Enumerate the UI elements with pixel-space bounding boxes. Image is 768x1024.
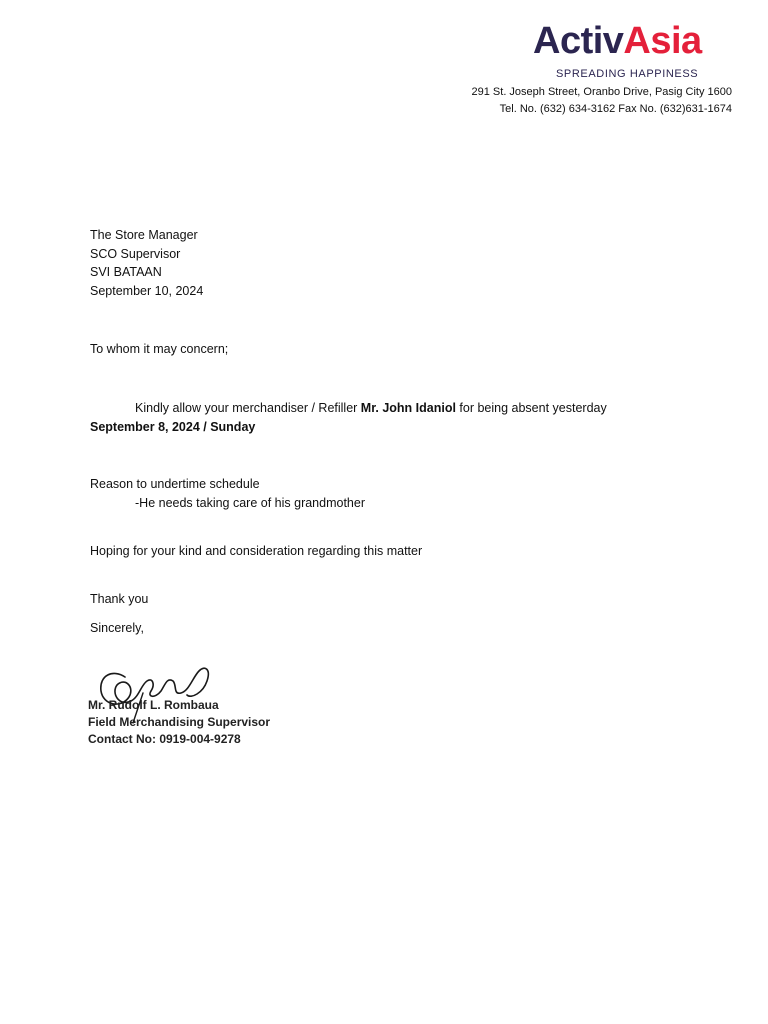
company-phones: Tel. No. (632) 634-3162 Fax No. (632)631-1674 (499, 103, 732, 115)
salutation: To whom it may concern; (90, 342, 229, 356)
closing-request: Hoping for your kind and consideration regarding this matter (90, 544, 423, 558)
company-logo (533, 18, 702, 64)
recipient-line-1: The Store Manager (90, 228, 198, 242)
signatory-title: Field Merchandising Supervisor (88, 715, 271, 729)
logo-text-activ: Activ (533, 20, 624, 62)
letter-date: September 10, 2024 (90, 284, 204, 298)
recipient-line-2: SCO Supervisor (90, 247, 181, 261)
employee-name: Mr. John Idaniol (360, 401, 456, 415)
signatory-contact: Contact No: 0919-004-9278 (88, 732, 241, 746)
body-paragraph-start: Kindly allow your merchandiser / Refiller (135, 401, 361, 415)
sign-off: Sincerely, (90, 621, 144, 635)
logo-text-asia: Asia (623, 20, 702, 62)
reason-heading: Reason to undertime schedule (90, 477, 260, 491)
absence-date: September 8, 2024 / Sunday (90, 420, 256, 434)
recipient-line-3: SVI BATAAN (90, 265, 162, 279)
signatory-name: Mr. Rudolf L. Rombaua (88, 698, 219, 712)
reason-detail: -He needs taking care of his grandmother (135, 496, 365, 510)
body-paragraph (135, 401, 607, 415)
thank-you: Thank you (90, 592, 149, 606)
body-paragraph-end: for being absent yesterday (455, 401, 607, 415)
company-address: 291 St. Joseph Street, Oranbo Drive, Pasig City 1600 (471, 86, 732, 98)
company-tagline: SPREADING HAPPINESS (556, 68, 699, 80)
